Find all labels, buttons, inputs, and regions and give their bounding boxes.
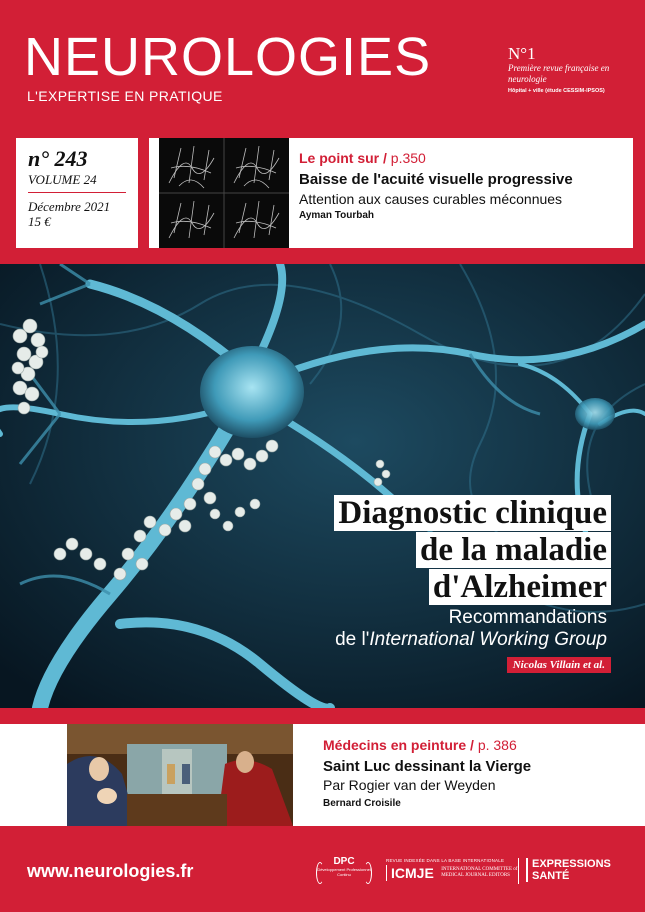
feature-top-subtitle: Attention aux causes curables méconnues [299, 191, 563, 207]
rubric-label: Le point sur / [299, 150, 387, 166]
rubric-page: p.350 [390, 150, 426, 166]
mri-angiography-image [159, 138, 289, 248]
feature-bottom-text [323, 737, 633, 809]
feature-bottom-subtitle: Par Rogier van der Weyden [323, 777, 496, 793]
hero-title-line-3: d'Alzheimer [429, 569, 611, 605]
hero-author-badge: Nicolas Villain et al. [507, 657, 611, 673]
dpc-left-arc-icon [316, 862, 324, 884]
publisher-logo: EXPRESSIONS SANTÉ [526, 858, 626, 882]
feature-bottom-title: Saint Luc dessinant la Vierge [323, 758, 532, 775]
dpc-sub-label: Développement Professionnel Continu [317, 867, 371, 877]
hero-section[interactable] [0, 264, 645, 708]
footer-divider [518, 858, 519, 884]
dpc-logo [316, 856, 372, 888]
feature-bottom[interactable] [0, 724, 645, 826]
hero-title-line-1: Diagnostic clinique [334, 495, 611, 531]
feature-top[interactable] [149, 138, 633, 248]
feature-top-title: Baisse de l'acuité visuelle progressive [299, 171, 573, 188]
issue-date: Décembre 2021 [28, 199, 111, 214]
painting-image [67, 724, 293, 826]
icmje-side-label: INTERNATIONAL COMMITTEE of MEDICAL JOURNAL EDITORS [441, 867, 518, 878]
dpc-main-label: DPC [333, 856, 355, 867]
rank-subtitle: Première revue française en neurologie [508, 63, 610, 84]
icmje-logo [386, 858, 521, 883]
rank-label: N°1 [508, 44, 536, 63]
dpc-right-arc-icon [364, 862, 372, 884]
rubric-label: Médecins en peinture / [323, 737, 474, 753]
issue-volume: VOLUME 24 [28, 172, 126, 193]
rubric-page: p. 386 [477, 737, 517, 753]
icmje-main-label: ICMJE [386, 865, 434, 881]
feature-bottom-rubric [323, 737, 633, 753]
feature-top-text [299, 150, 629, 221]
hero-subtitle-line-2 [335, 629, 607, 651]
feature-bottom-author: Bernard Croisile [323, 798, 401, 809]
brand-logo: NEUROLOGIES [24, 27, 432, 87]
hero-subtitle-prefix: de l' [335, 629, 370, 650]
hero-subtitle-italic: International Working Group [369, 629, 607, 650]
hero-title-line-2: de la maladie [416, 532, 611, 568]
rank-note: Hôpital + ville (étude CESSIM-IPSOS) [508, 88, 605, 94]
feature-top-rubric [299, 150, 629, 166]
hero-subtitle [335, 607, 607, 651]
feature-top-author: Ayman Tourbah [299, 210, 375, 221]
mri-graphic [159, 138, 289, 248]
issue-price: 15 € [28, 214, 51, 229]
hero-subtitle-line-1: Recommandations [448, 607, 607, 628]
website-link[interactable]: www.neurologies.fr [27, 861, 194, 881]
hero-title [334, 494, 611, 605]
issue-info-box [16, 138, 138, 248]
painting-graphic [67, 724, 293, 826]
icmje-top-label: REVUE INDEXÉE DANS LA BASE INTERNATIONALE [386, 858, 505, 863]
tagline: L'EXPERTISE EN PRATIQUE [27, 88, 223, 104]
issue-number: n° 243 [28, 146, 88, 171]
